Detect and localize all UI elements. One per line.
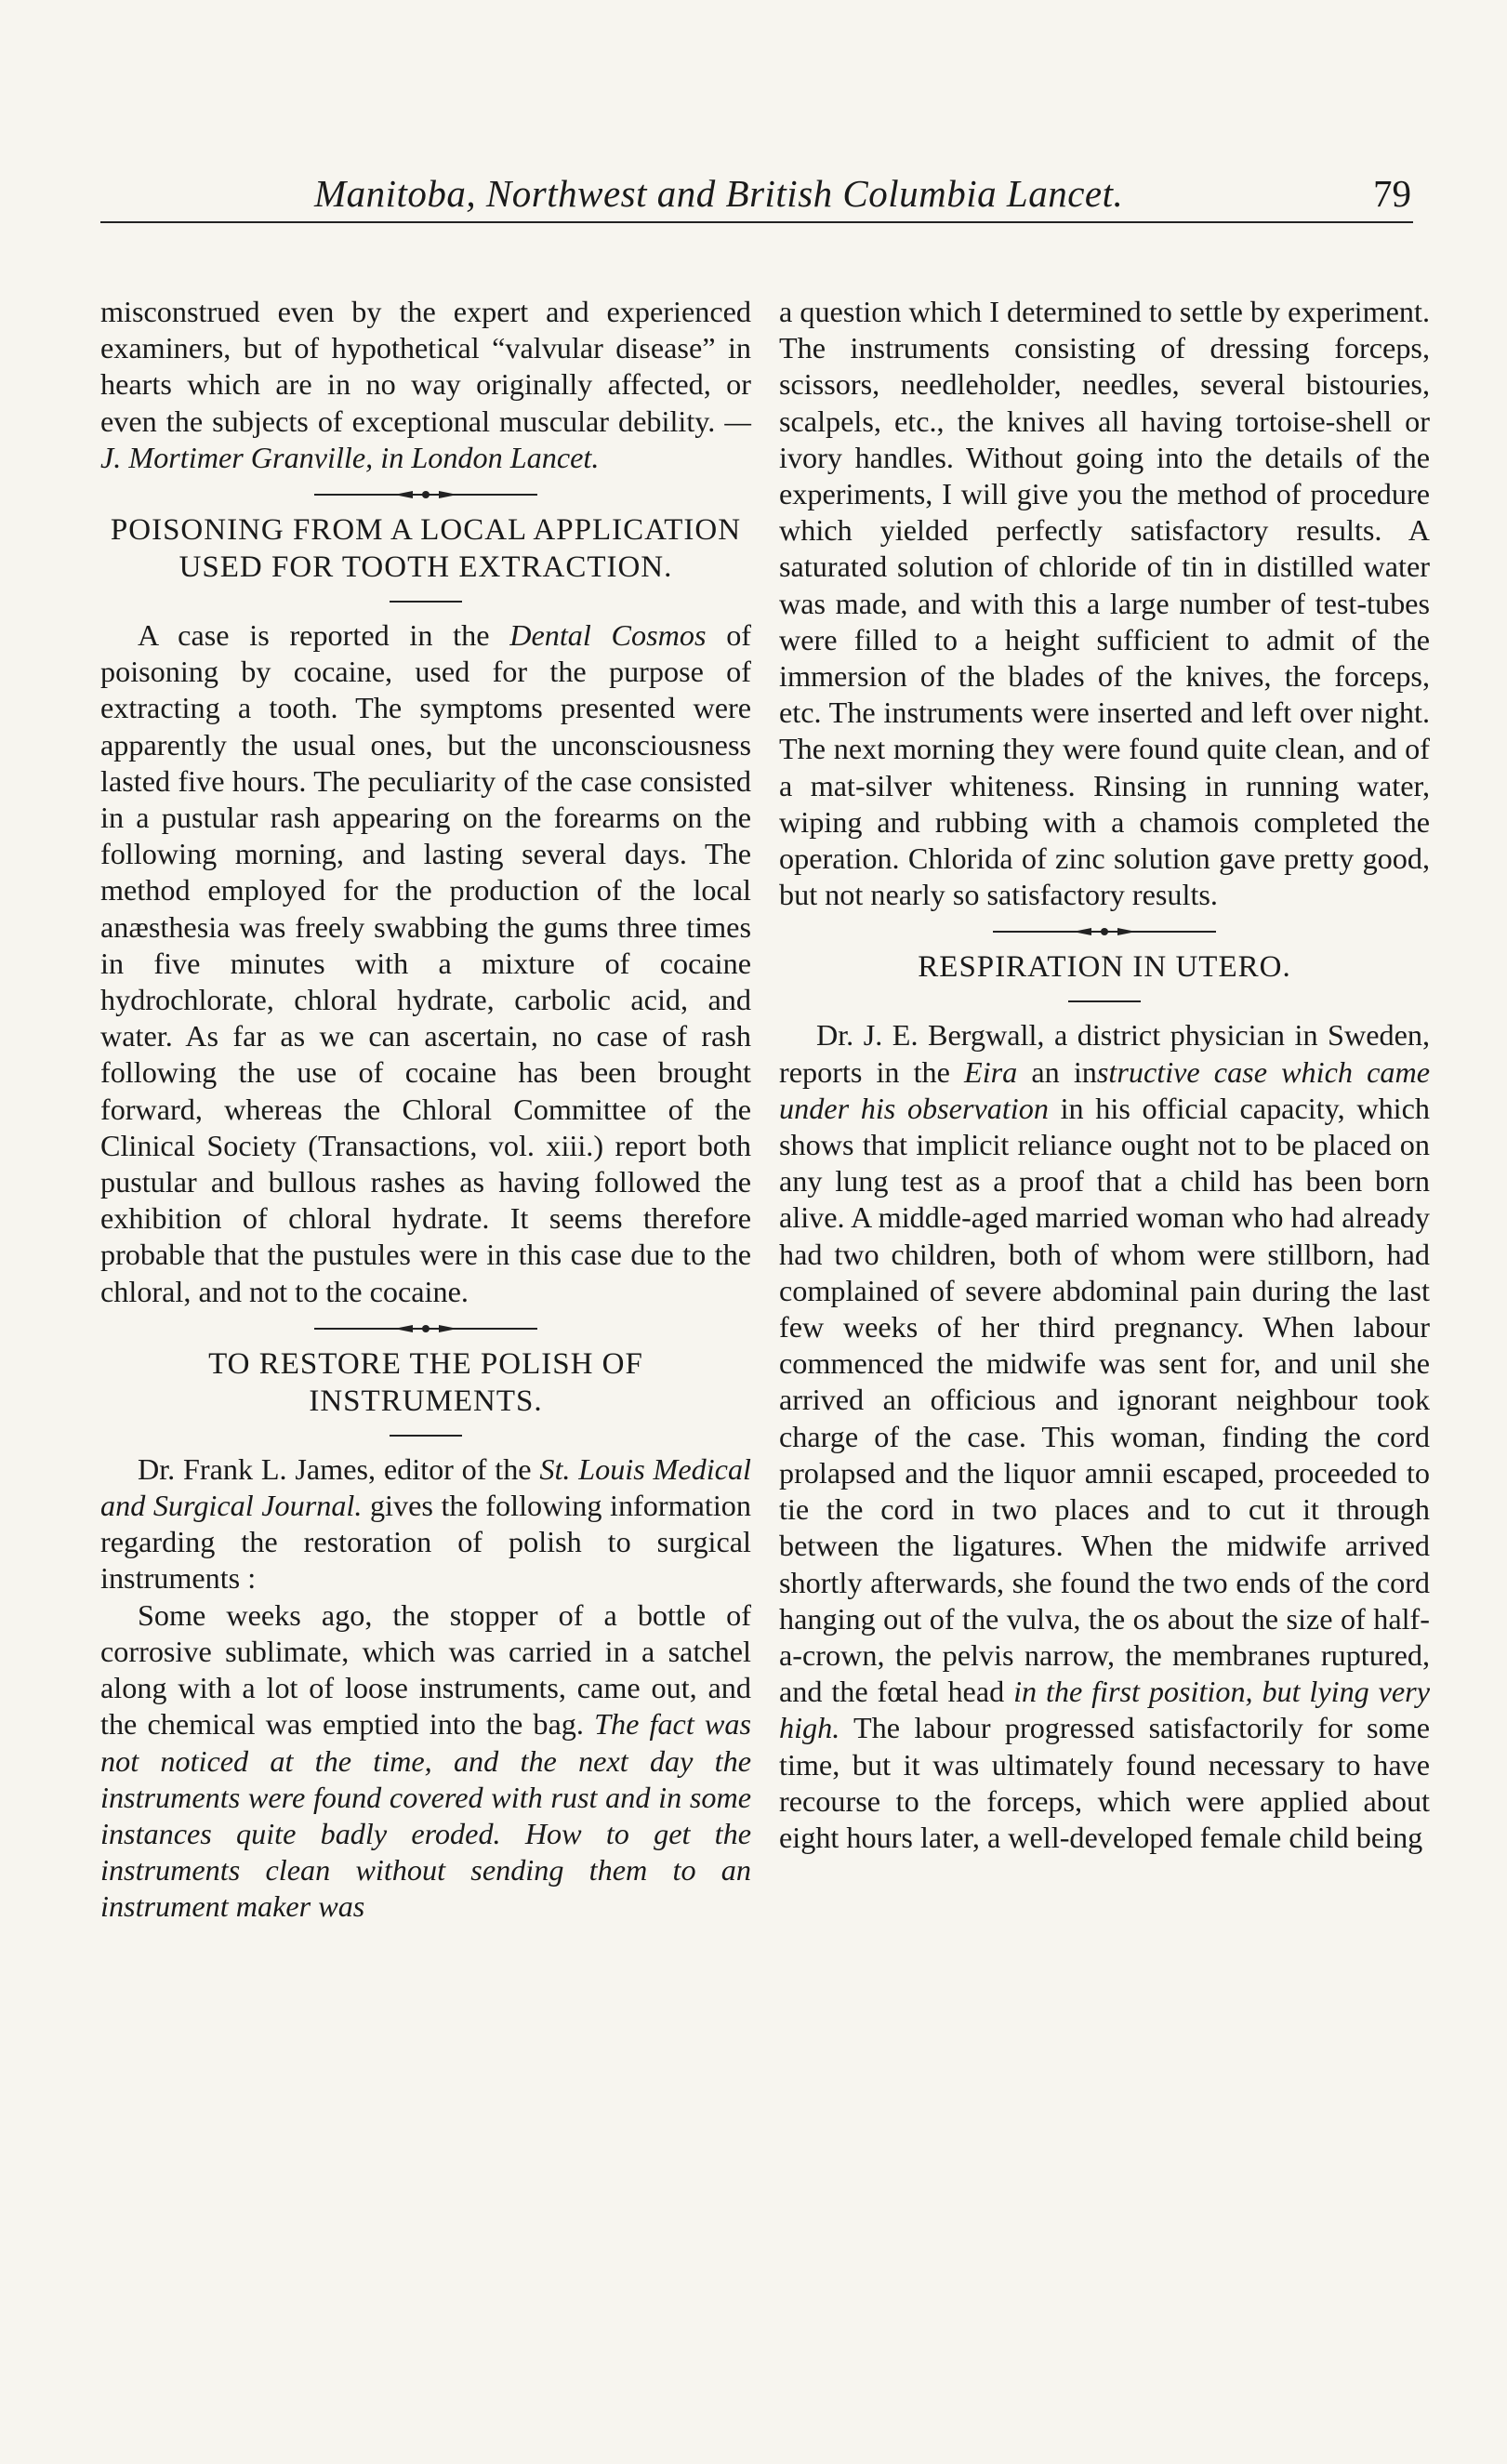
- article-italic-text: in the first position, but lying very high.: [779, 1675, 1430, 1745]
- article-italic-text: structive case which came under his observation: [779, 1054, 1430, 1125]
- article-text: an in: [1017, 1054, 1097, 1089]
- article-paragraph: [100, 1597, 751, 1926]
- article-paragraph: [779, 1017, 1430, 1856]
- running-title: Manitoba, Northwest and British Columbia Lancet.: [314, 172, 1124, 215]
- left-column: [100, 294, 751, 1926]
- paragraph-italic-text: The fact was not noticed at the time, and the next day the instruments were found covered with rust and in some instances quite badly eroded. How to get the instruments clean without sending them to an instrument maker was: [100, 1707, 752, 1924]
- article-paragraph: [100, 1451, 751, 1597]
- article-text: in his official capacity, which shows that implicit reliance ought not to be placed on any lung test as a proof that a child has been born alive. A middle-aged married woman who had already had two children, both of whom were stillborn, had complained of severe abdominal pain during the last few weeks of her third pregnancy. When labour commenced the midwife was sent for, and unil she arrived an officious and ignorant neighbour took charge of the case. This woman, finding the cord prolapsed and the liquor amnii escaped, proceeded to tie the cord in two places and to cut it through between the ligatures. When the midwife arrived shortly afterwards, she found the two ends of the cord hanging out of the vulva, the os about the size of half-a-crown, the pelvis narrow, the membranes ruptured, and the fœtal head: [779, 1091, 1430, 1709]
- article-title-respiration: RESPIRATION IN UTERO.: [918, 950, 1291, 985]
- article-source: Eira: [964, 1054, 1018, 1089]
- section-separator: [984, 924, 1225, 939]
- carry-over-paragraph: [100, 294, 751, 476]
- article-paragraph: [100, 617, 751, 1310]
- section-separator: [305, 487, 547, 502]
- title-rule: [390, 1435, 462, 1437]
- intro-text: Dr. Frank L. James, editor of the: [138, 1451, 540, 1486]
- page-number: 79: [1373, 172, 1411, 215]
- intro-text-continued: gives the following information regarding the restoration of polish to surgical instruments :: [100, 1489, 751, 1596]
- article-text: The labour progressed satisfactorily for some time, but it was ultimately found necessary to have recourse to the forceps, which were applied about eight hours later, a well-developed female child being: [779, 1711, 1430, 1854]
- right-column: [779, 294, 1430, 1856]
- paragraph-text: Some weeks ago, the stopper of a bottle of corrosive sublimate, which was carried in a satchel along with a lot of loose instruments, came out, and the chemical was emptied into the bag.: [100, 1597, 751, 1742]
- article-text: Dr. J. E. Bergwall, a district physician in Sweden, reports in the: [779, 1018, 1430, 1089]
- running-header: [100, 166, 1413, 223]
- title-rule: [1068, 1000, 1141, 1002]
- article-title-polish: TO RESTORE THE POLISH OF INSTRUMENTS.: [208, 1346, 643, 1418]
- carry-over-text: misconstrued even by the expert and experienced examiners, but of hypothetical “valvular disease” in hearts which are in no way originally affected, or even the subjects of exceptional muscular debility.: [100, 295, 751, 438]
- carry-over-paragraph: a question which I determined to settle by experiment. The instruments consisting of dressing forceps, scissors, needleholder, needles, several bistouries, scalpels, etc., the knives all having tortoise-shell or ivory handles. Without going into the details of the experiments, I will give you the method of procedure which yielded perfectly satisfactory results. A saturated solution of chloride of tin in distilled water was made, and with this a large number of test-tubes were filled to a height sufficient to admit of the immersion of the blades of the knives, the forceps, etc. The instruments were inserted and left over night. The next morning they were found quite clean, and of a mat-silver whiteness. Rinsing in running water, wiping and rubbing with a chamois completed the operation. Chlorida of zinc solution gave pretty good, but not nearly so satisfactory results.: [779, 295, 1430, 912]
- article-title-poisoning: POISONING FROM A LOCAL APPLICATION USED FOR TOOTH EXTRACTION.: [110, 513, 742, 585]
- article-body: of poisoning by cocaine, used for the purpose of extracting a tooth. The symptoms presented were apparently the usual ones, but the unconsciousness lasted five hours. The peculiarity of the case consisted in a pustular rash appearing on the forearms on the following morning, and lasting several days. The method employed for the production of the local anæsthesia was freely swabbing the gums three times in five minutes with a mixture of cocaine hydrochlorate, chloral hydrate, carbolic acid, and water. As far as we can ascertain, no case of rash following the use of cocaine has been brought forward, whereas the Chloral Committee of the Clinical Society (Transactions, vol. xiii.) report both pustular and bullous rashes as having followed the exhibition of chloral hydrate. It seems therefore probable that the pustules were in this case due to the chloral, and not to the cocaine.: [100, 618, 752, 1308]
- article-lead: A case is reported in the: [138, 618, 510, 653]
- carry-over-citation: —J. Mortimer Granville, in London Lancet.: [100, 404, 751, 474]
- journal-name: St. Louis Medical and Surgical Journal.: [100, 1451, 751, 1523]
- article-source: Dental Cosmos: [509, 618, 707, 653]
- title-rule: [390, 601, 462, 603]
- section-separator: [305, 1321, 547, 1336]
